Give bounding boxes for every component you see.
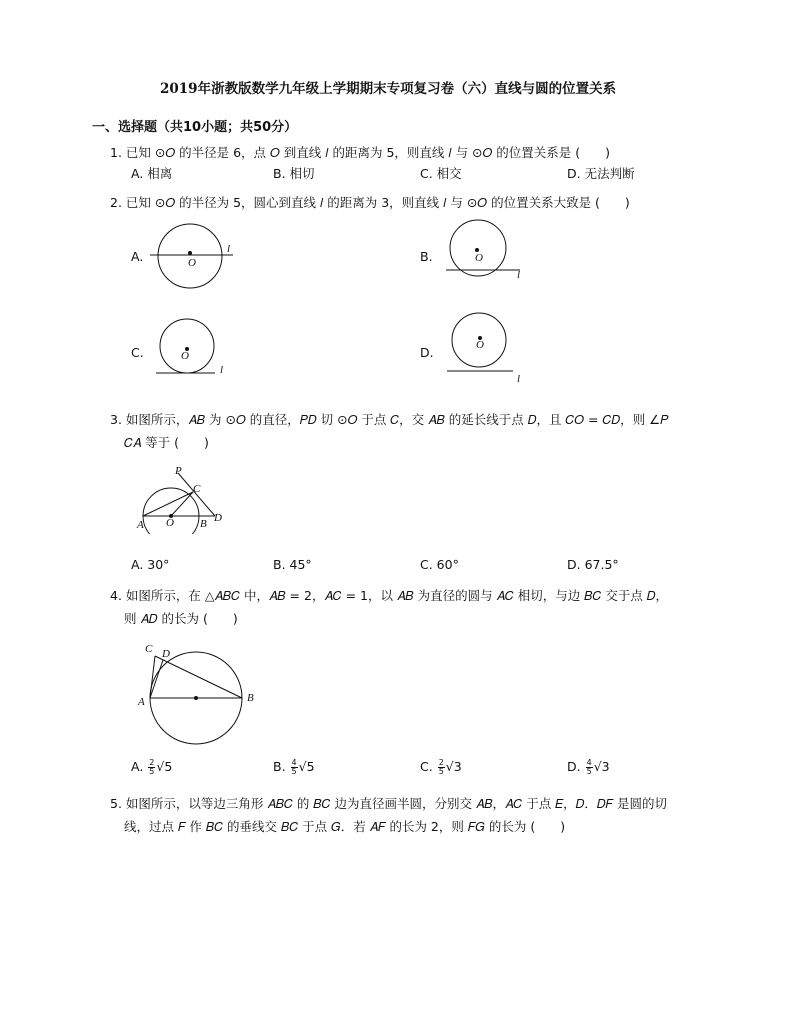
label-d: D (214, 512, 222, 524)
label-b: B (247, 692, 254, 704)
q3-option-c[interactable]: C. 60° (420, 557, 459, 572)
center-point (188, 251, 192, 255)
point-o-label: O (475, 252, 483, 264)
fraction: $\frac{2}{5}$ (149, 758, 155, 776)
line-l-label: l (517, 373, 521, 385)
q3-option-b[interactable]: B. 45° (273, 557, 312, 572)
label-p: P (175, 465, 182, 477)
question-5-stem-line2: 线，过点 𝐹 作 𝐵𝐶 的垂线交 𝐵𝐶 于点 𝐺．若 𝐴𝐹 的长为 2，则 𝐹𝐺 的长为 ( ) (124, 819, 566, 834)
line-l-label: l (227, 243, 231, 255)
question-3-stem-line2: 𝐶𝐴 等于 ( ) (124, 435, 209, 450)
center-point (194, 696, 198, 700)
label-b: B (200, 518, 207, 530)
q2-option-b-label[interactable]: B. (420, 249, 433, 264)
label-c: C (193, 483, 201, 495)
label-a: A (138, 696, 145, 708)
q4-option-d[interactable]: D. $\frac{4}{5}$ √3 (567, 758, 610, 776)
circle-shape (450, 220, 506, 276)
q1-option-c[interactable]: C. 相交 (420, 166, 462, 181)
q4-option-c[interactable]: C. $\frac{2}{5}$ √3 (420, 758, 462, 776)
q3-figure (135, 462, 235, 534)
q1-option-d[interactable]: D. 无法判断 (567, 166, 635, 181)
line-l-label: l (220, 364, 224, 376)
question-1-stem: 1. 已知 ⊙𝑂 的半径是 6，点 𝑂 到直线 𝑙 的距离为 5，则直线 𝑙 与 ⊙𝑂 的位置关系是 ( ) (110, 145, 611, 160)
fraction: $\frac{2}{5}$ (438, 758, 444, 776)
q4-option-b[interactable]: B. $\frac{4}{5}$ √5 (273, 758, 315, 776)
question-2-stem: 2. 已知 ⊙𝑂 的半径为 5，圆心到直线 𝑙 的距离为 3，则直线 𝑙 与 ⊙𝑂 的位置关系大致是 ( ) (110, 195, 630, 210)
point-o-label: O (476, 339, 484, 351)
line-l-label: l (517, 269, 521, 281)
q2-option-d-label[interactable]: D. (420, 345, 434, 360)
label-o: O (166, 517, 174, 529)
fraction: $\frac{4}{5}$ (291, 758, 297, 776)
q2-option-b-figure (440, 218, 540, 283)
question-4-stem-line1: 4. 如图所示，在 △𝐴𝐵𝐶 中，𝐴𝐵 = 2，𝐴𝐶 = 1，以 𝐴𝐵 为直径的圆与 𝐴𝐶 相切，与边 𝐵𝐶 交于点 𝐷， (110, 588, 669, 603)
q3-option-d[interactable]: D. 67.5° (567, 557, 619, 572)
q1-option-a[interactable]: A. 相离 (131, 166, 173, 181)
q1-option-b[interactable]: B. 相切 (273, 166, 315, 181)
circle-shape (160, 319, 214, 373)
q4-option-a[interactable]: A. $\frac{2}{5}$ √5 (131, 758, 173, 776)
circle-shape (158, 224, 222, 288)
q2-option-a-figure (148, 220, 248, 292)
q3-option-a[interactable]: A. 30° (131, 557, 170, 572)
label-a: A (137, 519, 144, 531)
q4-figure (132, 638, 262, 748)
question-5-stem-line1: 5. 如图所示，以等边三角形 𝐴𝐵𝐶 的 𝐵𝐶 边为直径画半圆，分别交 𝐴𝐵，𝐴𝐶 于点 𝐸，𝐷．𝐷𝐹 是圆的切 (110, 796, 668, 811)
label-c: C (145, 643, 153, 655)
q2-option-a-label[interactable]: A. (131, 249, 144, 264)
q2-option-c-figure (150, 318, 240, 380)
question-3-stem-line1: 3. 如图所示，𝐴𝐵 为 ⊙𝑂 的直径，𝑃𝐷 切 ⊙𝑂 于点 𝐶，交 𝐴𝐵 的延长线于点 𝐷，且 𝐶𝑂 = 𝐶𝐷，则 ∠𝑃 (110, 412, 669, 427)
radius-oc (171, 492, 193, 516)
point-o-label: O (181, 350, 189, 362)
chord-ac (143, 492, 193, 516)
page-title: 2019年浙教版数学九年级上学期期末专项复习卷（六）直线与圆的位置关系 (160, 81, 617, 97)
q2-option-d-figure (445, 310, 530, 388)
label-d: D (162, 648, 170, 660)
q2-option-c-label[interactable]: C. (131, 345, 144, 360)
section-heading: 一、选择题（共10小题；共50分） (92, 120, 298, 135)
question-4-stem-line2: 则 𝐴𝐷 的长为 ( ) (124, 611, 238, 626)
segment-bc (155, 656, 242, 698)
point-o-label: O (188, 257, 196, 269)
fraction: $\frac{4}{5}$ (586, 758, 592, 776)
